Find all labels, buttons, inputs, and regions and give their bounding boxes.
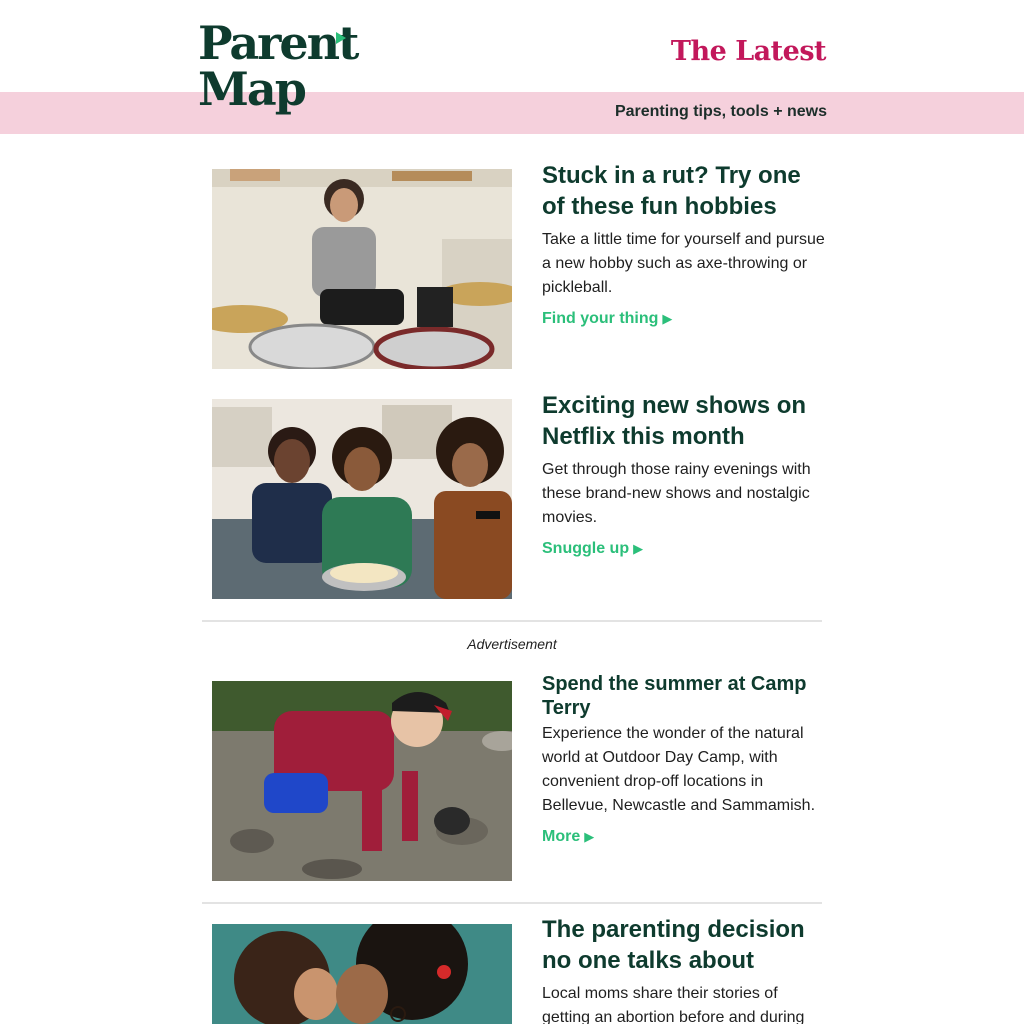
ad-description: Experience the wonder of the natural world at Outdoor Day Camp, with convenient drop-off locations in Bellevue, Newcastle and Sammamish.: [542, 725, 816, 814]
logo-line-1: Parent: [198, 16, 358, 70]
tagline: Parenting tips, tools + news: [614, 103, 827, 120]
advertisement-label: Advertisement: [467, 636, 557, 652]
parentmap-logo[interactable]: [198, 18, 358, 122]
ad-card: [212, 672, 824, 884]
article-description: Local moms share their stories of getting an abortion before and during: [542, 985, 805, 1024]
ad-text: [542, 672, 827, 846]
article-title[interactable]: The parenting decision no one talks about: [542, 916, 805, 974]
article-card: [212, 160, 824, 370]
ad-image-camp[interactable]: [212, 681, 512, 881]
find-your-thing-link[interactable]: [542, 310, 672, 328]
play-arrow-icon: ▶: [584, 829, 595, 844]
cta-label: Find your thing: [542, 310, 659, 327]
article-image-parenting[interactable]: [212, 924, 512, 1024]
family-watching-tv-image: [212, 399, 512, 599]
ad-title[interactable]: Spend the summer at Camp Terry: [542, 673, 807, 719]
article-description: Get through those rainy evenings with these brand-new shows and nostalgic movies.: [542, 461, 811, 526]
article-image-drums[interactable]: [212, 169, 512, 369]
play-arrow-icon: ▶: [633, 541, 644, 556]
logo-play-icon: [336, 32, 346, 44]
mother-kissing-child-image: [212, 924, 512, 1024]
article-card: [212, 390, 824, 600]
article-image-netflix[interactable]: [212, 399, 512, 599]
section-title: The Latest: [670, 36, 826, 67]
article-card: [212, 914, 824, 1024]
article-title[interactable]: Stuck in a rut? Try one of these fun hobbies: [542, 162, 801, 220]
play-arrow-icon: ▶: [662, 311, 673, 326]
article-text: [542, 914, 827, 1024]
tagline-band: [0, 92, 1024, 134]
email-header: [0, 0, 1024, 92]
article-description: Take a little time for yourself and pursue a new hobby such as axe-throwing or pickleball.: [542, 231, 825, 296]
more-link[interactable]: [542, 828, 594, 846]
child-exploring-creek-image: [212, 681, 512, 881]
divider: [202, 902, 822, 904]
article-text: [542, 160, 827, 328]
cta-label: More: [542, 828, 581, 845]
cta-label: Snuggle up: [542, 540, 630, 557]
divider: [202, 620, 822, 622]
article-title[interactable]: Exciting new shows on Netflix this month: [542, 392, 807, 450]
woman-playing-drums-image: [212, 169, 512, 369]
article-text: [542, 390, 827, 558]
logo-line-2: Map: [198, 62, 305, 116]
snuggle-up-link[interactable]: [542, 540, 643, 558]
